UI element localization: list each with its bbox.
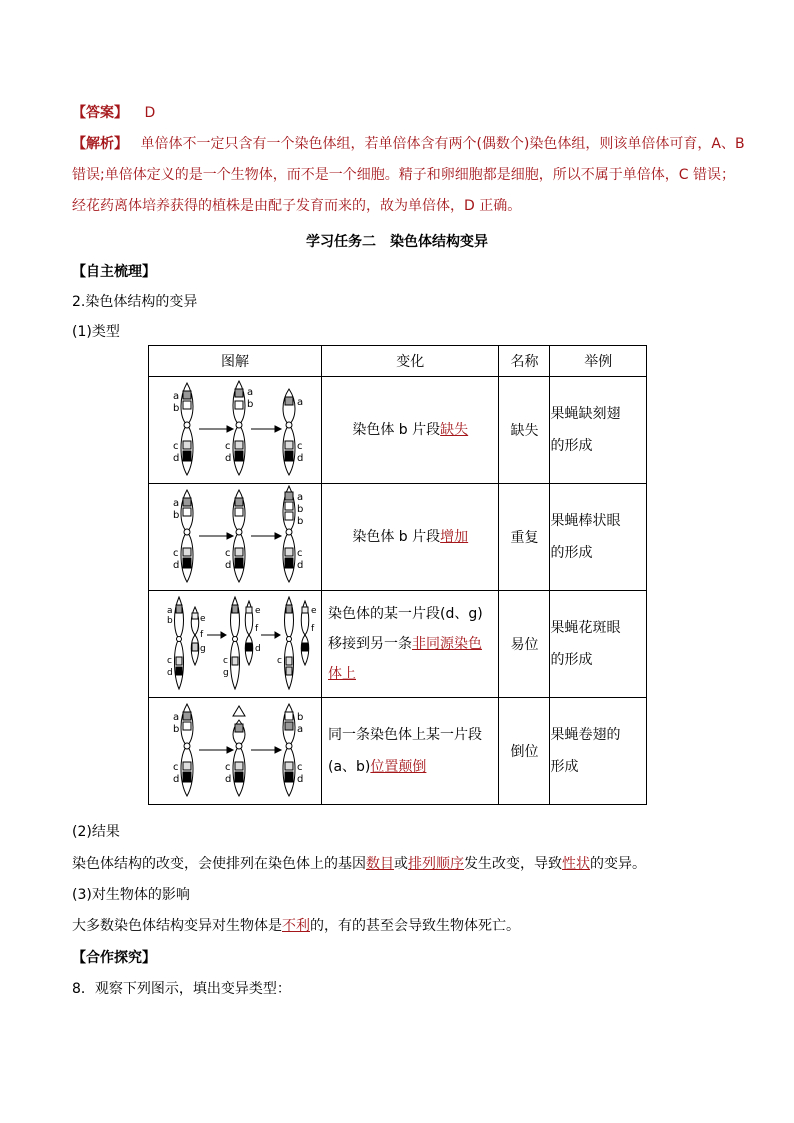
svg-text:d: d <box>167 668 173 678</box>
svg-text:g: g <box>223 668 229 678</box>
task-title: 学习任务二 染色体结构变异 <box>306 234 488 250</box>
svg-text:c: c <box>167 656 172 666</box>
analysis-label: 【解析】 <box>72 136 128 152</box>
svg-text:c: c <box>225 548 231 559</box>
inversion-diagram <box>149 698 322 805</box>
duplication-diagram <box>149 484 322 591</box>
svg-text:c: c <box>297 762 303 773</box>
svg-text:c: c <box>173 762 179 773</box>
svg-text:b: b <box>167 616 173 626</box>
duplication-name: 重复 <box>499 484 550 591</box>
cooperation-heading: 【合作探究】 <box>72 950 156 966</box>
deletion-example: 果蝇缺刻翅 的形成 <box>550 377 647 484</box>
analysis-text-1: 单倍体不一定只含有一个染色体组，若单倍体含有两个(偶数个)染色体组，则该单倍体可育，A、B <box>140 136 745 152</box>
svg-text:d: d <box>297 560 304 571</box>
translocation-change: 染色体的某一片段(d、g) 移接到另一条非同源染色 体上 <box>322 591 499 698</box>
svg-text:b: b <box>297 504 304 515</box>
effect-heading: (3)对生物体的影响 <box>72 887 190 903</box>
svg-text:f: f <box>311 624 315 634</box>
svg-text:a: a <box>297 724 304 735</box>
analysis-line-3: 经花药离体培养获得的植株是由配子发育而来的，故为单倍体，D 正确。 <box>72 198 522 214</box>
header-change: 变化 <box>322 346 499 377</box>
duplication-example: 果蝇棒状眼 的形成 <box>550 484 647 591</box>
svg-text:b: b <box>247 399 254 410</box>
inversion-example: 果蝇卷翅的 形成 <box>550 698 647 805</box>
inversion-change: 同一条染色体上某一片段 (a、b)位置颠倒 <box>322 698 499 805</box>
table-row <box>149 484 647 591</box>
svg-text:a: a <box>297 492 304 503</box>
svg-text:c: c <box>223 656 228 666</box>
svg-text:a: a <box>297 397 304 408</box>
svg-text:g: g <box>200 644 206 654</box>
svg-text:d: d <box>297 774 304 785</box>
svg-text:d: d <box>225 560 232 571</box>
svg-text:b: b <box>297 516 304 527</box>
table-row <box>149 698 647 805</box>
answer-value: D <box>144 105 156 121</box>
svg-text:a: a <box>173 391 180 402</box>
table-header-row <box>149 346 647 377</box>
duplication-change: 染色体 b 片段增加 <box>322 484 499 591</box>
svg-text:c: c <box>277 656 282 666</box>
svg-text:a: a <box>167 606 173 616</box>
self-study-heading: 【自主梳理】 <box>72 264 156 280</box>
header-name: 名称 <box>499 346 550 377</box>
svg-text:d: d <box>173 453 180 464</box>
svg-text:d: d <box>297 453 304 464</box>
answer-label: 【答案】 <box>72 105 128 121</box>
svg-text:c: c <box>173 441 179 452</box>
svg-text:a: a <box>247 387 254 398</box>
translocation-diagram <box>149 591 322 698</box>
svg-text:f: f <box>200 630 204 640</box>
question-8: 8．观察下列图示，填出变异类型： <box>72 981 291 997</box>
svg-text:b: b <box>173 403 180 414</box>
svg-text:d: d <box>173 774 180 785</box>
svg-text:c: c <box>173 548 179 559</box>
svg-text:e: e <box>200 614 206 624</box>
variation-types-table <box>148 345 647 805</box>
svg-text:d: d <box>225 453 232 464</box>
analysis-line-1 <box>72 134 745 154</box>
svg-text:a: a <box>173 712 180 723</box>
header-diagram: 图解 <box>149 346 322 377</box>
svg-text:d: d <box>225 774 232 785</box>
inversion-name: 倒位 <box>499 698 550 805</box>
svg-text:c: c <box>225 762 231 773</box>
deletion-diagram <box>149 377 322 484</box>
svg-text:f: f <box>255 624 259 634</box>
svg-text:b: b <box>173 724 180 735</box>
svg-text:d: d <box>255 644 261 654</box>
result-heading: (2)结果 <box>72 824 120 840</box>
svg-text:e: e <box>255 606 261 616</box>
translocation-example: 果蝇花斑眼 的形成 <box>550 591 647 698</box>
result-text: 染色体结构的改变，会使排列在染色体上的基因数目或排列顺序发生改变，导致性状的变异。 <box>72 856 646 872</box>
translocation-name: 易位 <box>499 591 550 698</box>
svg-text:d: d <box>173 560 180 571</box>
svg-text:b: b <box>297 712 304 723</box>
deletion-change: 染色体 b 片段缺失 <box>322 377 499 484</box>
answer-line <box>72 103 155 123</box>
svg-text:e: e <box>311 606 317 616</box>
table-row <box>149 377 647 484</box>
svg-text:a: a <box>173 498 180 509</box>
table-row <box>149 591 647 698</box>
effect-text: 大多数染色体结构变异对生物体是不利的，有的甚至会导致生物体死亡。 <box>72 918 520 934</box>
svg-text:c: c <box>297 548 303 559</box>
svg-text:c: c <box>225 441 231 452</box>
deletion-name: 缺失 <box>499 377 550 484</box>
analysis-line-2: 错误;单倍体定义的是一个生物体，而不是一个细胞。精子和卵细胞都是细胞，所以不属于单倍体，C 错误； <box>72 167 735 183</box>
section-2-heading: 2.染色体结构的变异 <box>72 294 198 310</box>
svg-text:c: c <box>297 441 303 452</box>
header-example: 举例 <box>550 346 647 377</box>
svg-text:b: b <box>173 510 180 521</box>
types-heading: (1)类型 <box>72 324 120 340</box>
